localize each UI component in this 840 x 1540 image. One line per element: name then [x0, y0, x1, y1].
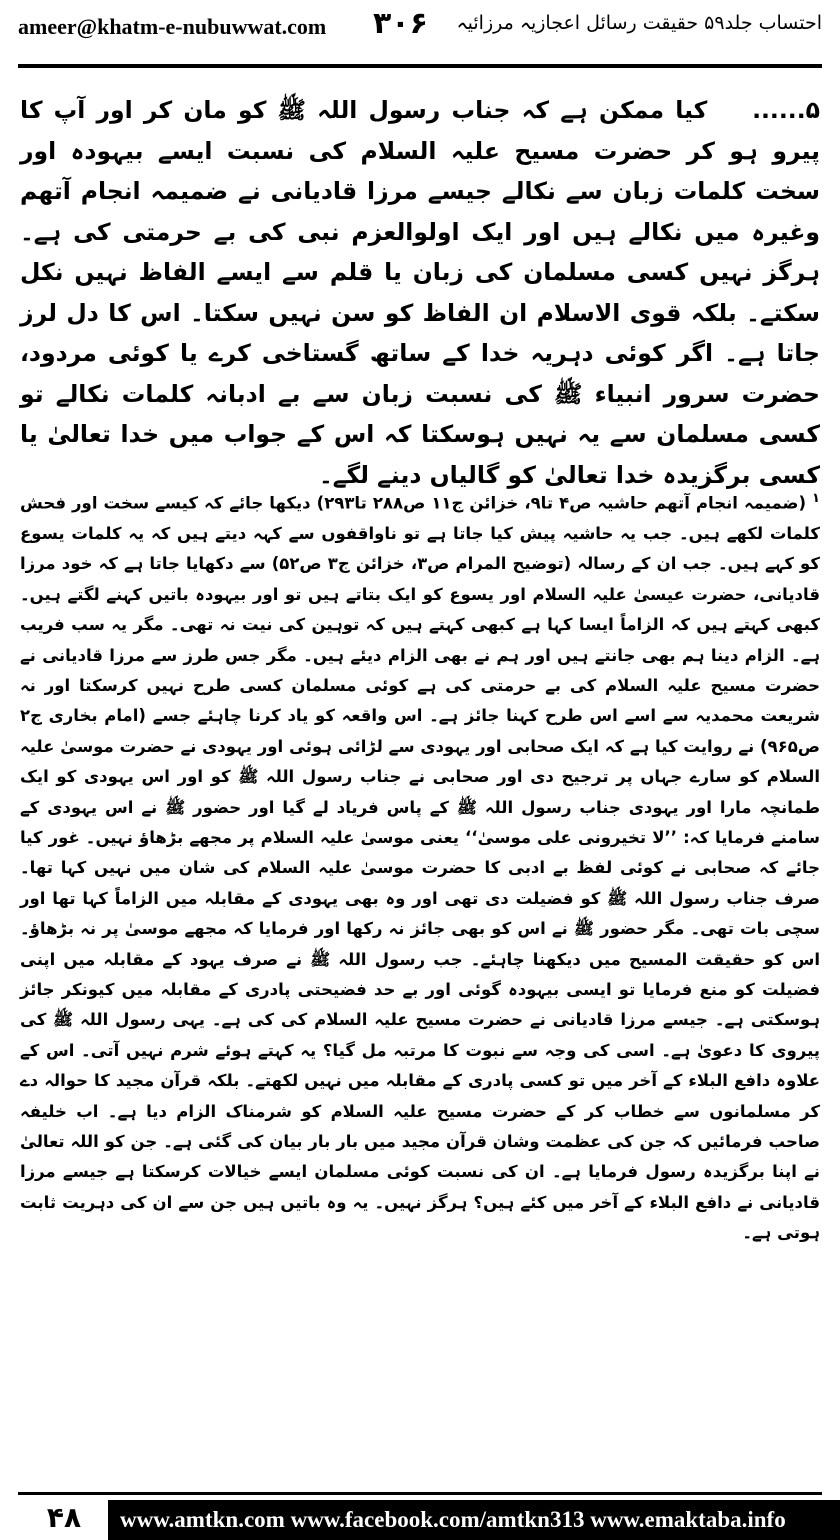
header-title: احتساب جلد۵۹ حقیقت رسائل اعجازیہ مرزائیہ — [456, 12, 822, 34]
header-page-number: ۳۰۶ — [373, 6, 428, 41]
header-rule — [18, 64, 822, 68]
footnote-block — [20, 484, 820, 1444]
page-header — [18, 6, 822, 68]
page-footer — [0, 1492, 840, 1540]
paragraph-number: ۵...... — [752, 96, 820, 124]
footnote — [20, 484, 820, 1249]
footer-links: www.amtkn.com www.facebook.com/amtkn313 www.emaktaba.info — [108, 1500, 840, 1540]
header-email: ameer@khatm-e-nubuwwat.com — [18, 14, 327, 39]
main-paragraph — [20, 90, 820, 495]
footer-rule — [18, 1492, 822, 1495]
footnote-text: (ضمیمہ انجام آتھم حاشیہ ص۴ تا۹، خزائن ج۱۱ ص۲۸۸ تا۲۹۳) دیکھا جائے کہ کیسے سخت اور فحش کلمات لکھے ہیں۔ جب یہ حاشیہ پیش کیا جاتا ہے تو ناواقفوں سے کہہ دیتے ہیں کہ یہ کلمات یسوع کو کہے ہیں۔ جب ان کے رسالہ (توضیح المرام ص۳، خزائن ج۳ ص۵۲) سے دکھایا جاتا ہے کہ خود مرزا قادیانی، حضرت عیسیٰ علیہ السلام اور یسوع کو ایک بتاتے ہیں تو اور بیہودہ باتیں کہنے لگتے ہیں۔ کبھی کہتے ہیں کہ الزاماً ایسا کہا ہے کبھی کہتے ہیں کہ توہین کی نیت نہ تھی۔ مگر یہ سب فریب ہے۔ الزام دینا ہم بھی جانتے ہیں اور ہم نے بھی الزام دیئے ہیں۔ مگر جس طرز سے مرزا قادیانی نے حضرت مسیح علیہ السلام کی بے حرمتی کی ہے کوئی مسلمان کسی طرح نہیں کرسکتا اور نہ شریعت محمدیہ سے اسے اس طرح کہنا جائز ہے۔ اس واقعہ کو یاد کرنا چاہئے جسے (امام بخاری ج۲ ص۹۶۵) نے روایت کیا ہے کہ ایک صحابی اور یہودی سے لڑائی ہوئی اور یہودی نے حضرت موسیٰ علیہ السلام کو سارے جہاں پر ترجیح دی اور صحابی نے جناب رسول اللہ ﷺ کو اور اس یہودی کو ایک طمانچہ مارا اور یہودی جناب رسول اللہ ﷺ کے پاس فریاد لے گیا اور حضور ﷺ نے اس یہودی کے سامنے فرمایا کہ: ’’لا تخیرونی علی موسیٰ‘‘ یعنی موسیٰ علیہ السلام پر مجھے بڑھاؤ نہیں۔ غور کیا جائے کہ صحابی نے کوئی لفظ بے ادبی کا حضرت موسیٰ علیہ السلام کی شان میں نہیں کہا تھا۔ صرف جناب رسول اللہ ﷺ کو فضیلت دی تھی اور وہ بھی یہودی کے مقابلہ میں الزاماً کہا تھا اور سچی بات تھی۔ مگر حضور ﷺ نے اس کو بھی جائز نہ رکھا اور فرمایا کہ مجھے موسیٰ پر نہ بڑھاؤ۔ اس کو حقیقت المسیح میں دیکھنا چاہئے۔ جب رسول اللہ ﷺ نے صرف یہود کے مقابلہ میں اپنی فضیلت کو منع فرمایا تو ایسی بیہودہ گوئی اور بے حد فضیحتی پادری کے مقابلہ میں کیونکر جائز ہوسکتی ہے۔ جیسے مرزا قادیانی نے حضرت مسیح علیہ السلام کی کی ہے۔ یہی رسول اللہ ﷺ کی پیروی کا دعویٰ ہے۔ اسی کی وجہ سے نبوت کا مرتبہ مل گیا؟ یہ کہتے ہوئے شرم نہیں آتی۔ اس کے علاوہ دافع البلاء کے آخر میں تو کسی پادری کے مقابلہ میں نہیں لکھتے۔ بلکہ قرآن مجید کا حوالہ دے کر مسلمانوں سے خطاب کر کے حضرت مسیح علیہ السلام کو شرمناک الزام دیا ہے۔ اب خلیفہ صاحب فرمائیں کہ جن کی عظمت وشان قرآن مجید میں بار بار بیان کی گئی ہے۔ جن کو اللہ تعالیٰ نے اپنا برگزیدہ رسول فرمایا ہے۔ ان کی نسبت کوئی مسلمان ایسے خیالات کرسکتا ہے جیسے مرزا قادیانی نے دافع البلاء کے آخر میں کئے ہیں؟ ہرگز نہیں۔ یہ وہ باتیں ہیں جن سے ان کی دہریت ثابت ہوتی ہے۔ — [20, 493, 820, 1243]
footnote-marker: ۱ — [812, 491, 820, 506]
footer-page-number: ۴۸ — [20, 1496, 108, 1540]
paragraph-text: کیا ممکن ہے کہ جناب رسول اللہ ﷺ کو مان کر اور آپ کا پیرو ہو کر حضرت مسیح علیہ السلام کی نسبت ایسے بیہودہ اور سخت کلمات زبان سے نکالے جیسے مرزا قادیانی نے ضمیمہ انجام آتھم وغیرہ میں نکالے ہیں اور ایک اولوالعزم نبی کی بے حرمتی کی ہے۔ ہرگز نہیں کسی مسلمان کی زبان یا قلم سے ایسے الفاظ نہیں نکل سکتے۔ بلکہ قوی الاسلام ان الفاظ کو سن نہیں سکتا۔ اس کا دل لرز جاتا ہے۔ اگر کوئی دہریہ خدا کے ساتھ گستاخی کرے یا کوئی مردود، حضرت سرور انبیاء ﷺ کی نسبت زبان سے بے ادبانہ کلمات نکالے تو کسی مسلمان سے یہ نہیں ہوسکتا کہ اس کے جواب میں خدا تعالیٰ یا کسی برگزیدہ خدا تعالیٰ کو گالیاں دینے لگے۔ — [20, 96, 820, 489]
main-paragraph-block — [20, 90, 820, 489]
